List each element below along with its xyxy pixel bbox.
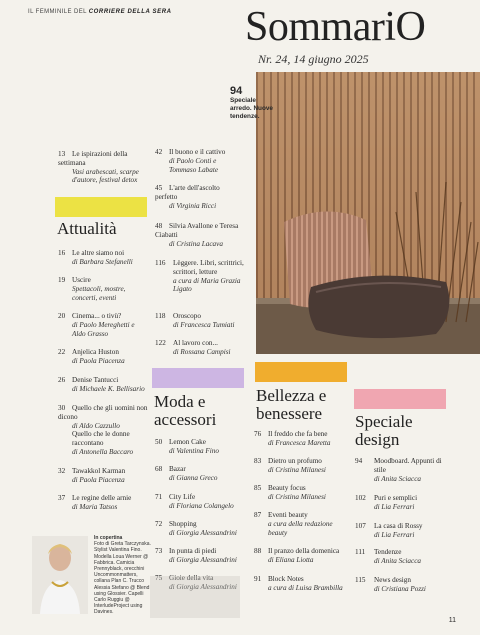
entry-page: 19 <box>58 276 66 284</box>
entry-subtitle: di Eliana Liotta <box>268 555 314 564</box>
toc-entry[interactable] <box>355 494 455 512</box>
section-title-attualita: Attualità <box>57 219 117 238</box>
entry-title: Quello che le donne raccontano <box>72 430 130 448</box>
entry-page: 88 <box>254 547 262 555</box>
entry-title: Uscire <box>72 276 91 284</box>
entry-title: Le altre siamo noi <box>72 249 125 257</box>
section-title-speciale: Speciale design <box>355 412 413 449</box>
toc-entry[interactable] <box>254 547 349 565</box>
toc-entry[interactable] <box>58 348 148 366</box>
entry-title: Moodboard. Appunti di stile <box>374 457 442 474</box>
entry-title: City Life <box>169 493 196 501</box>
entry-title: News design <box>374 576 411 584</box>
toc-entry[interactable] <box>58 404 148 457</box>
masthead-paper: CORRIERE DELLA SERA <box>88 9 172 15</box>
toc-entry[interactable] <box>254 484 349 502</box>
toc-entry[interactable] <box>355 576 455 594</box>
entry-page: 50 <box>155 438 163 446</box>
entry-page: 75 <box>155 574 163 582</box>
entry-subtitle: di Anita Sciacca <box>374 474 421 483</box>
entry-title: Puri e semplici <box>374 494 418 502</box>
toc-entry[interactable] <box>155 339 245 357</box>
entry-title: Le ispirazioni della settimana <box>58 150 128 167</box>
entry-subtitle: di Maria Tatsos <box>72 502 118 511</box>
entry-subtitle: Spettacoli, mostre, concerti, eventi <box>72 284 126 302</box>
entry-subtitle: di Floriana Colangelo <box>169 501 234 510</box>
toc-entry[interactable] <box>254 457 349 475</box>
entry-page: 107 <box>355 522 366 530</box>
toc-entry[interactable] <box>58 494 148 512</box>
section-title-bellezza: Bellezza e benessere <box>256 386 327 423</box>
toc-entry[interactable] <box>355 457 455 483</box>
moda-color-bar <box>152 368 244 388</box>
entry-page: 22 <box>58 348 66 356</box>
entry-title: Le regine delle arnie <box>72 494 132 502</box>
entry-subtitle: Vasi arabescati, scarpe d'autore, festival detox <box>72 167 139 185</box>
entry-page: 13 <box>58 150 66 158</box>
entry-subtitle: di Paola Piacenza <box>72 356 125 365</box>
entry-title: Beauty focus <box>268 484 306 492</box>
entry-title: Gioie della vita <box>169 574 214 582</box>
masthead <box>28 9 172 15</box>
entry-subtitle: di Paolo Conti e Tommaso Labate <box>169 156 219 174</box>
entry-title: Tendenze <box>374 548 402 556</box>
toc-entry[interactable] <box>254 511 349 537</box>
toc-entry[interactable] <box>155 222 245 248</box>
toc-entry[interactable] <box>58 249 153 267</box>
entry-title: Al lavoro con... <box>173 339 218 347</box>
toc-entry[interactable] <box>58 276 148 302</box>
entry-subtitle: di Giorgia Alessandrini <box>169 528 237 537</box>
cover-thumbnail <box>32 536 88 614</box>
entry-page: 73 <box>155 547 163 555</box>
entry-page: 42 <box>155 148 163 156</box>
entry-subtitle: di Antonella Baccaro <box>72 447 134 456</box>
toc-entry[interactable] <box>58 150 148 185</box>
entry-page: 26 <box>58 376 66 384</box>
entry-subtitle: di Barbara Stefanelli <box>72 257 133 266</box>
entry-page: 122 <box>155 339 166 347</box>
entry-subtitle: di Gianna Greco <box>169 473 218 482</box>
entry-page: 83 <box>254 457 262 465</box>
entry-page: 91 <box>254 575 262 583</box>
toc-entry[interactable] <box>155 312 245 330</box>
toc-entry[interactable] <box>355 522 455 540</box>
entry-title: Lemon Cake <box>169 438 206 446</box>
feature-photo <box>256 72 480 354</box>
entry-page: 72 <box>155 520 163 528</box>
toc-entry[interactable] <box>254 430 349 448</box>
entry-page: 94 <box>355 457 363 465</box>
entry-page: 32 <box>58 467 66 475</box>
page-number: 11 <box>448 617 456 624</box>
entry-subtitle: di Michaele K. Bellisario <box>72 384 145 393</box>
toc-entry[interactable] <box>155 259 245 294</box>
toc-entry[interactable] <box>155 148 245 174</box>
entry-title: Cinema... o tivù? <box>72 312 122 320</box>
entry-page: 68 <box>155 465 163 473</box>
entry-subtitle: di Cristina Milanesi <box>268 492 326 501</box>
toc-entry[interactable] <box>58 312 148 338</box>
attualita-color-bar <box>55 197 147 217</box>
entry-page: 37 <box>58 494 66 502</box>
toc-entry[interactable] <box>155 465 245 483</box>
entry-title: Shopping <box>169 520 197 528</box>
toc-entry[interactable] <box>155 520 250 538</box>
entry-subtitle: di Lia Ferrari <box>374 530 415 539</box>
entry-title: Tawakkol Karman <box>72 467 126 475</box>
toc-entry[interactable] <box>254 575 349 593</box>
entry-subtitle: di Paola Piacenza <box>72 475 125 484</box>
entry-subtitle: di Giorgia Alessandrini <box>169 555 237 564</box>
entry-title: Denise Tantucci <box>72 376 119 384</box>
entry-title: Silvia Avallone e Teresa Ciabatti <box>155 222 239 239</box>
entry-page: 111 <box>355 548 366 556</box>
entry-title: Il buono e il cattivo <box>169 148 226 156</box>
photo-teaser <box>230 85 278 121</box>
entry-title: La casa di Rossy <box>374 522 423 530</box>
entry-title: Eventi beauty <box>268 511 308 519</box>
entry-title: Lèggere. Libri, scrittrici, scrittori, letture <box>173 259 244 276</box>
cover-credits <box>94 535 154 616</box>
page-title: SommariO <box>245 4 426 50</box>
entry-subtitle: di Cristina Lacava <box>169 239 223 248</box>
section-title-moda: Moda e accessori <box>154 392 217 429</box>
entry-subtitle: di Lia Ferrari <box>374 502 415 511</box>
entry-title: Il freddo che fa bene <box>268 430 328 438</box>
entry-title: Block Notes <box>268 575 304 583</box>
entry-subtitle: a cura di Maria Grazia Ligato <box>173 276 241 294</box>
teaser-page: 94 <box>230 85 243 97</box>
entry-page: 85 <box>254 484 262 492</box>
issue-number: Nr. 24, 14 giugno 2025 <box>258 52 369 66</box>
entry-page: 118 <box>155 312 166 320</box>
teaser-text: Speciale arredo. Nuove tendenze. <box>230 97 273 120</box>
entry-page: 102 <box>355 494 366 502</box>
entry-title: L'arte dell'ascolto perfetto <box>155 184 220 201</box>
entry-title: In punta di piedi <box>169 547 217 555</box>
decorative-strip <box>150 576 240 618</box>
entry-subtitle: di Valentina Fino <box>169 446 219 455</box>
entry-subtitle: di Rossana Campisi <box>173 347 231 356</box>
entry-title: Quello che gli uomini non dicono <box>58 404 148 421</box>
entry-page: 48 <box>155 222 163 230</box>
toc-entry[interactable] <box>155 547 250 565</box>
cover-portrait-illustration <box>32 536 88 614</box>
entry-title: Oroscopo <box>173 312 201 320</box>
entry-subtitle: di Paolo Mereghetti e Aldo Grasso <box>72 320 135 338</box>
entry-subtitle: di Aldo Cazzullo <box>72 421 120 430</box>
toc-entry[interactable] <box>58 467 148 485</box>
entry-page: 45 <box>155 184 163 192</box>
entry-page: 71 <box>155 493 163 501</box>
masthead-prefix: IL FEMMINILE DEL <box>28 9 87 15</box>
bellezza-color-bar <box>255 362 347 382</box>
entry-title: Anjelica Huston <box>72 348 119 356</box>
entry-page: 116 <box>155 259 166 267</box>
entry-subtitle: a cura della redazione beauty <box>268 519 333 537</box>
entry-page: 115 <box>355 576 366 584</box>
toc-entry[interactable] <box>58 376 153 394</box>
cover-heading: In copertina <box>94 535 123 541</box>
speciale-color-bar <box>354 389 446 409</box>
cushion-photo-illustration <box>256 72 480 354</box>
entry-subtitle: di Francesca Maretta <box>268 438 331 447</box>
toc-entry[interactable] <box>155 184 237 210</box>
entry-title: Dietro un profumo <box>268 457 322 465</box>
entry-subtitle: di Cristina Milanesi <box>268 465 326 474</box>
entry-subtitle: di Virginia Ricci <box>169 201 217 210</box>
entry-page: 30 <box>58 404 66 412</box>
entry-page: 20 <box>58 312 66 320</box>
toc-entry[interactable] <box>355 548 455 566</box>
entry-subtitle: di Francesca Tumiati <box>173 320 235 329</box>
entry-subtitle: a cura di Luisa Brambilla <box>268 583 343 592</box>
entry-page: 16 <box>58 249 66 257</box>
entry-page: 87 <box>254 511 262 519</box>
entry-page: 76 <box>254 430 262 438</box>
entry-title: Bazar <box>169 465 186 473</box>
toc-entry[interactable] <box>155 493 245 511</box>
entry-subtitle: di Cristiana Pozzi <box>374 584 426 593</box>
entry-subtitle: di Giorgia Alessandrini <box>169 582 237 591</box>
entry-title: Il pranzo della domenica <box>268 547 340 555</box>
entry-subtitle: di Anita Sciacca <box>374 556 421 565</box>
cover-credits-text: Foto di Greta Tarczynska. Stylist Valentina Fino. Modella Loua Werner @ Fabbrica. Camicia Prennyblack, orecchini Uncommonmatters, collana Plan C. Trucco Alessia Stefano @ Blend using Glossier. Capelli Carlo Ruggiu @ InterludeProject using Davines. <box>94 541 151 616</box>
toc-entry[interactable] <box>155 438 245 456</box>
